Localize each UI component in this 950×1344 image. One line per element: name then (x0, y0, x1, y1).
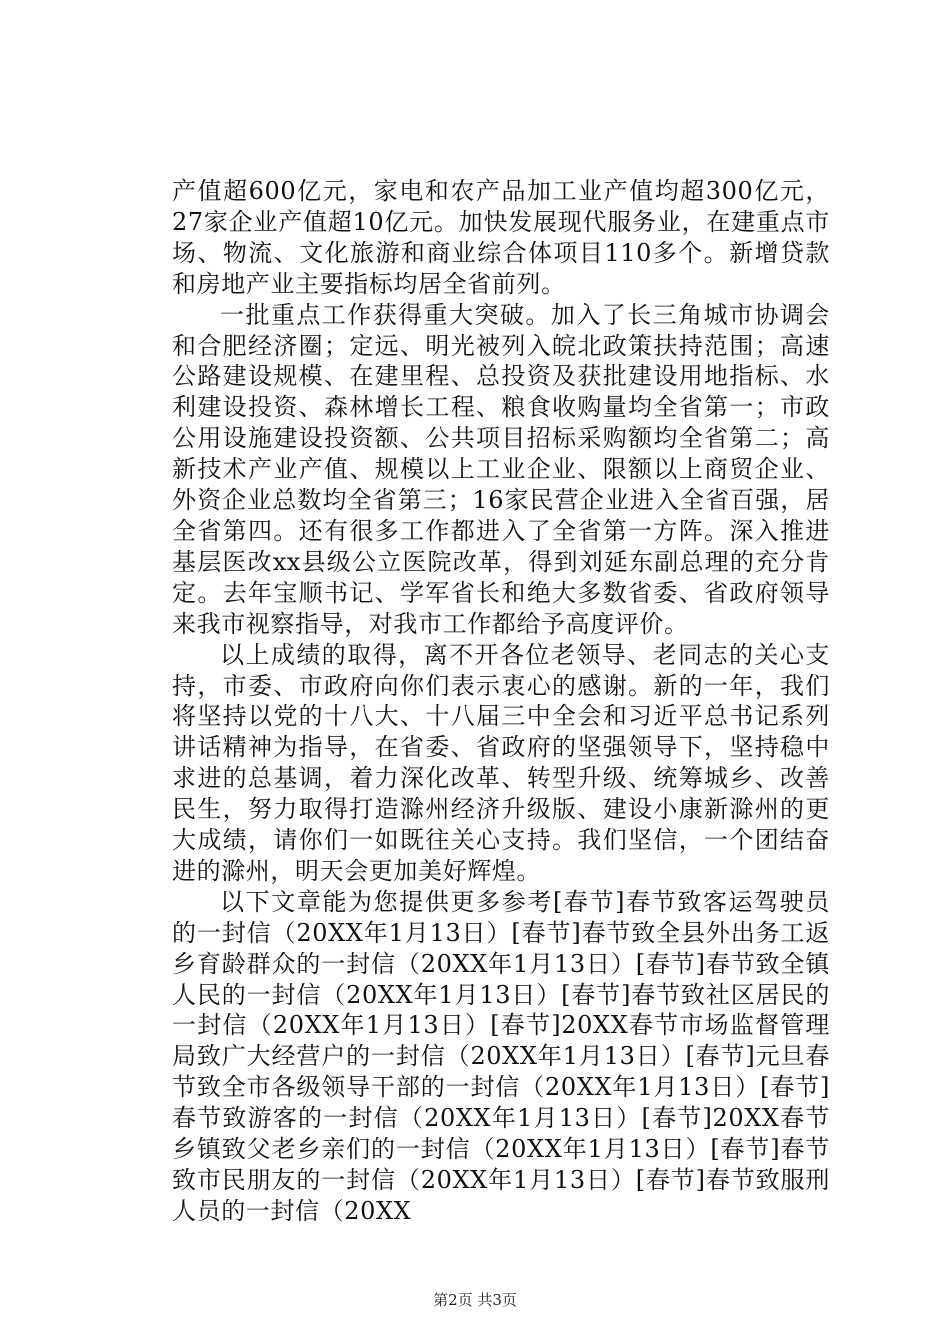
document-body (172, 176, 830, 1227)
paragraph-4: 以下文章能为您提供更多参考[春节]春节致客运驾驶员的一封信（20XX年1月13日）[春节]春节致全县外出务工返乡育龄群众的一封信（20XX年1月13日）[春节]春节致全镇人民的一封信（20XX年1月13日）[春节]春节致社区居民的一封信（20XX年1月13日）[春节]20XX春节市场监督管理局致广大经营户的一封信（20XX年1月13日）[春节]元旦春节致全市各级领导干部的一封信（20XX年1月13日）[春节]春节致游客的一封信（20XX年1月13日）[春节]20XX春节乡镇致父老乡亲们的一封信（20XX年1月13日）[春节]春节致市民朋友的一封信（20XX年1月13日）[春节]春节致服刑人员的一封信（20XX (172, 887, 830, 1225)
paragraph-2: 一批重点工作获得重大突破。加入了长三角城市协调会和合肥经济圈；定远、明光被列入皖北政策扶持范围；高速公路建设规模、在建里程、总投资及获批建设用地指标、水利建设投资、森林增长工程、粮食收购量均全省第一；市政公用设施建设投资额、公共项目招标采购额均全省第二；高新技术产业产值、规模以上工业企业、限额以上商贸企业、外资企业总数均全省第三；16家民营企业进入全省百强，居全省第四。还有很多工作都进入了全省第一方阵。深入推进基层医改xx县级公立医院改革，得到刘延东副总理的充分肯定。去年宝顺书记、学军省长和绝大多数省委、省政府领导来我市视察指导，对我市工作都给予高度评价。 (172, 300, 830, 638)
paragraph-1: 产值超600亿元，家电和农产品加工业产值均超300亿元，27家企业产值超10亿元。加快发展现代服务业，在建重点市场、物流、文化旅游和商业综合体项目110多个。新增贷款和房地产业主要指标均居全省前列。 (172, 177, 830, 298)
page-number-footer: 第2页 共3页 (433, 1291, 517, 1309)
paragraph-3: 以上成绩的取得，离不开各位老领导、老同志的关心支持，市委、市政府向你们表示衷心的感谢。新的一年，我们将坚持以党的十八大、十八届三中全会和习近平总书记系列讲话精神为指导，在省委、省政府的坚强领导下，坚持稳中求进的总基调，着力深化改革、转型升级、统筹城乡、改善民生，努力取得打造滁州经济升级版、建设小康新滁州的更大成绩，请你们一如既往关心支持。我们坚信，一个团结奋进的滁州，明天会更加美好辉煌。 (172, 640, 830, 885)
